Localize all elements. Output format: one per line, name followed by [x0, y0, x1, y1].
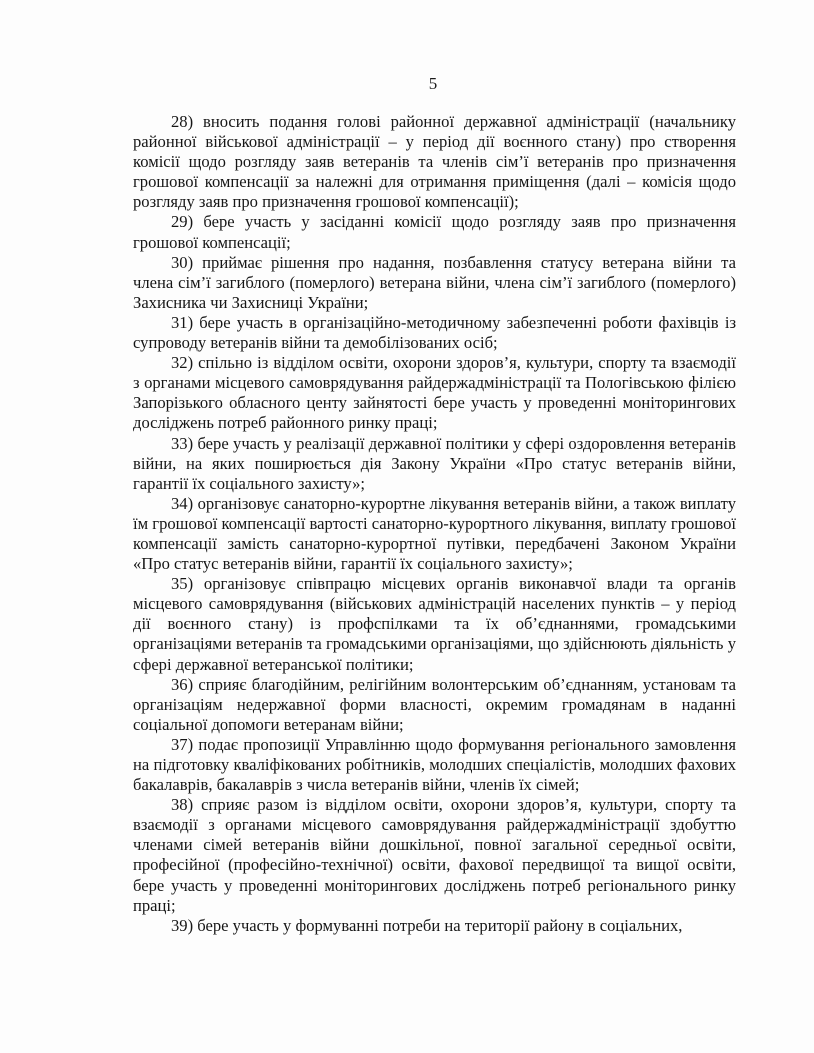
- page-number: 5: [428, 74, 438, 93]
- document-body: [133, 112, 736, 936]
- paragraph-item-37: 37) подає пропозиції Управлінню щодо формування регіонального замовлення на підготовку кваліфікованих робітників, молодших спеціалістів, молодших фахових бакалаврів, бакалаврів з числа ветеранів війни, членів їх сімей;: [133, 734, 736, 795]
- paragraph-item-31: 31) бере участь в організаційно-методичному забезпеченні роботи фахівців із супроводу ветеранів війни та демобілізованих осіб;: [133, 312, 736, 353]
- paragraph-item-34: 34) організовує санаторно-курортне лікування ветеранів війни, а також виплату їм грошової компенсації вартості санаторно-курортного лікування, виплату грошової компенсації замість санаторно-курортної путівки, передбачені Законом України «Про статус ветеранів війни, гарантії їх соціального захисту»;: [133, 493, 736, 574]
- paragraph-item-38: 38) сприяє разом із відділом освіти, охорони здоров’я, культури, спорту та взаємодії з органами місцевого самоврядування райдержадміністрації здобуттю членами сімей ветеранів війни дошкільної, повної загальної середньої освіти, професійної (професійно-технічної) освіти, фахової передвищої та вищої освіти, бере участь у проведенні моніторингових досліджень потреб регіонального ринку праці;: [133, 795, 736, 915]
- paragraph-item-32: 32) спільно із відділом освіти, охорони здоров’я, культури, спорту та взаємодії з органами місцевого самоврядування райдержадміністрації та Пологівською філією Запорізького обласного центу зайнятості бере участь у проведенні моніторингових досліджень потреб районного ринку праці;: [133, 353, 736, 433]
- paragraph-item-35: 35) організовує співпрацю місцевих органів виконавчої влади та органів місцевого самоврядування (військових адміністрацій населених пунктів – у період дії воєнного стану) із профспілками та їх об’єднаннями, громадськими організаціями ветеранів та громадськими організаціями, що здійснюють діяльність у сфері державної ветеранської політики;: [133, 574, 736, 674]
- paragraph-item-29: 29) бере участь у засіданні комісії щодо розгляду заяв про призначення грошової компенсації;: [133, 212, 736, 252]
- paragraph-item-39: 39) бере участь у формуванні потреби на території району в соціальних,: [171, 915, 683, 935]
- paragraph-item-30: 30) приймає рішення про надання, позбавлення статусу ветерана війни та члена сім’ї загиблого (померлого) ветерана війни, члена сім’ї загиблого (померлого) Захисника чи Захисниці України;: [133, 252, 736, 312]
- paragraph-item-28: 28) вносить подання голові районної державної адміністрації (начальнику районної військової адміністрації – у період дії воєнного стану) про створення комісії щодо розгляду заяв ветеранів та членів сім’ї ветеранів про призначення грошової компенсації за належні для отримання приміщення (далі – комісія щодо розгляду заяв про призначення грошової компенсації);: [133, 112, 736, 212]
- paragraph-item-36: 36) сприяє благодійним, релігійним волонтерським об’єднанням, установам та організаціям недержавної форми власності, окремим громадянам в наданні соціальної допомоги ветеранам війни;: [133, 674, 736, 734]
- paragraph-item-33: 33) бере участь у реалізації державної політики у сфері оздоровлення ветеранів війни, на яких поширюється дія Закону України «Про статус ветеранів війни, гарантії їх соціального захисту»;: [133, 433, 736, 493]
